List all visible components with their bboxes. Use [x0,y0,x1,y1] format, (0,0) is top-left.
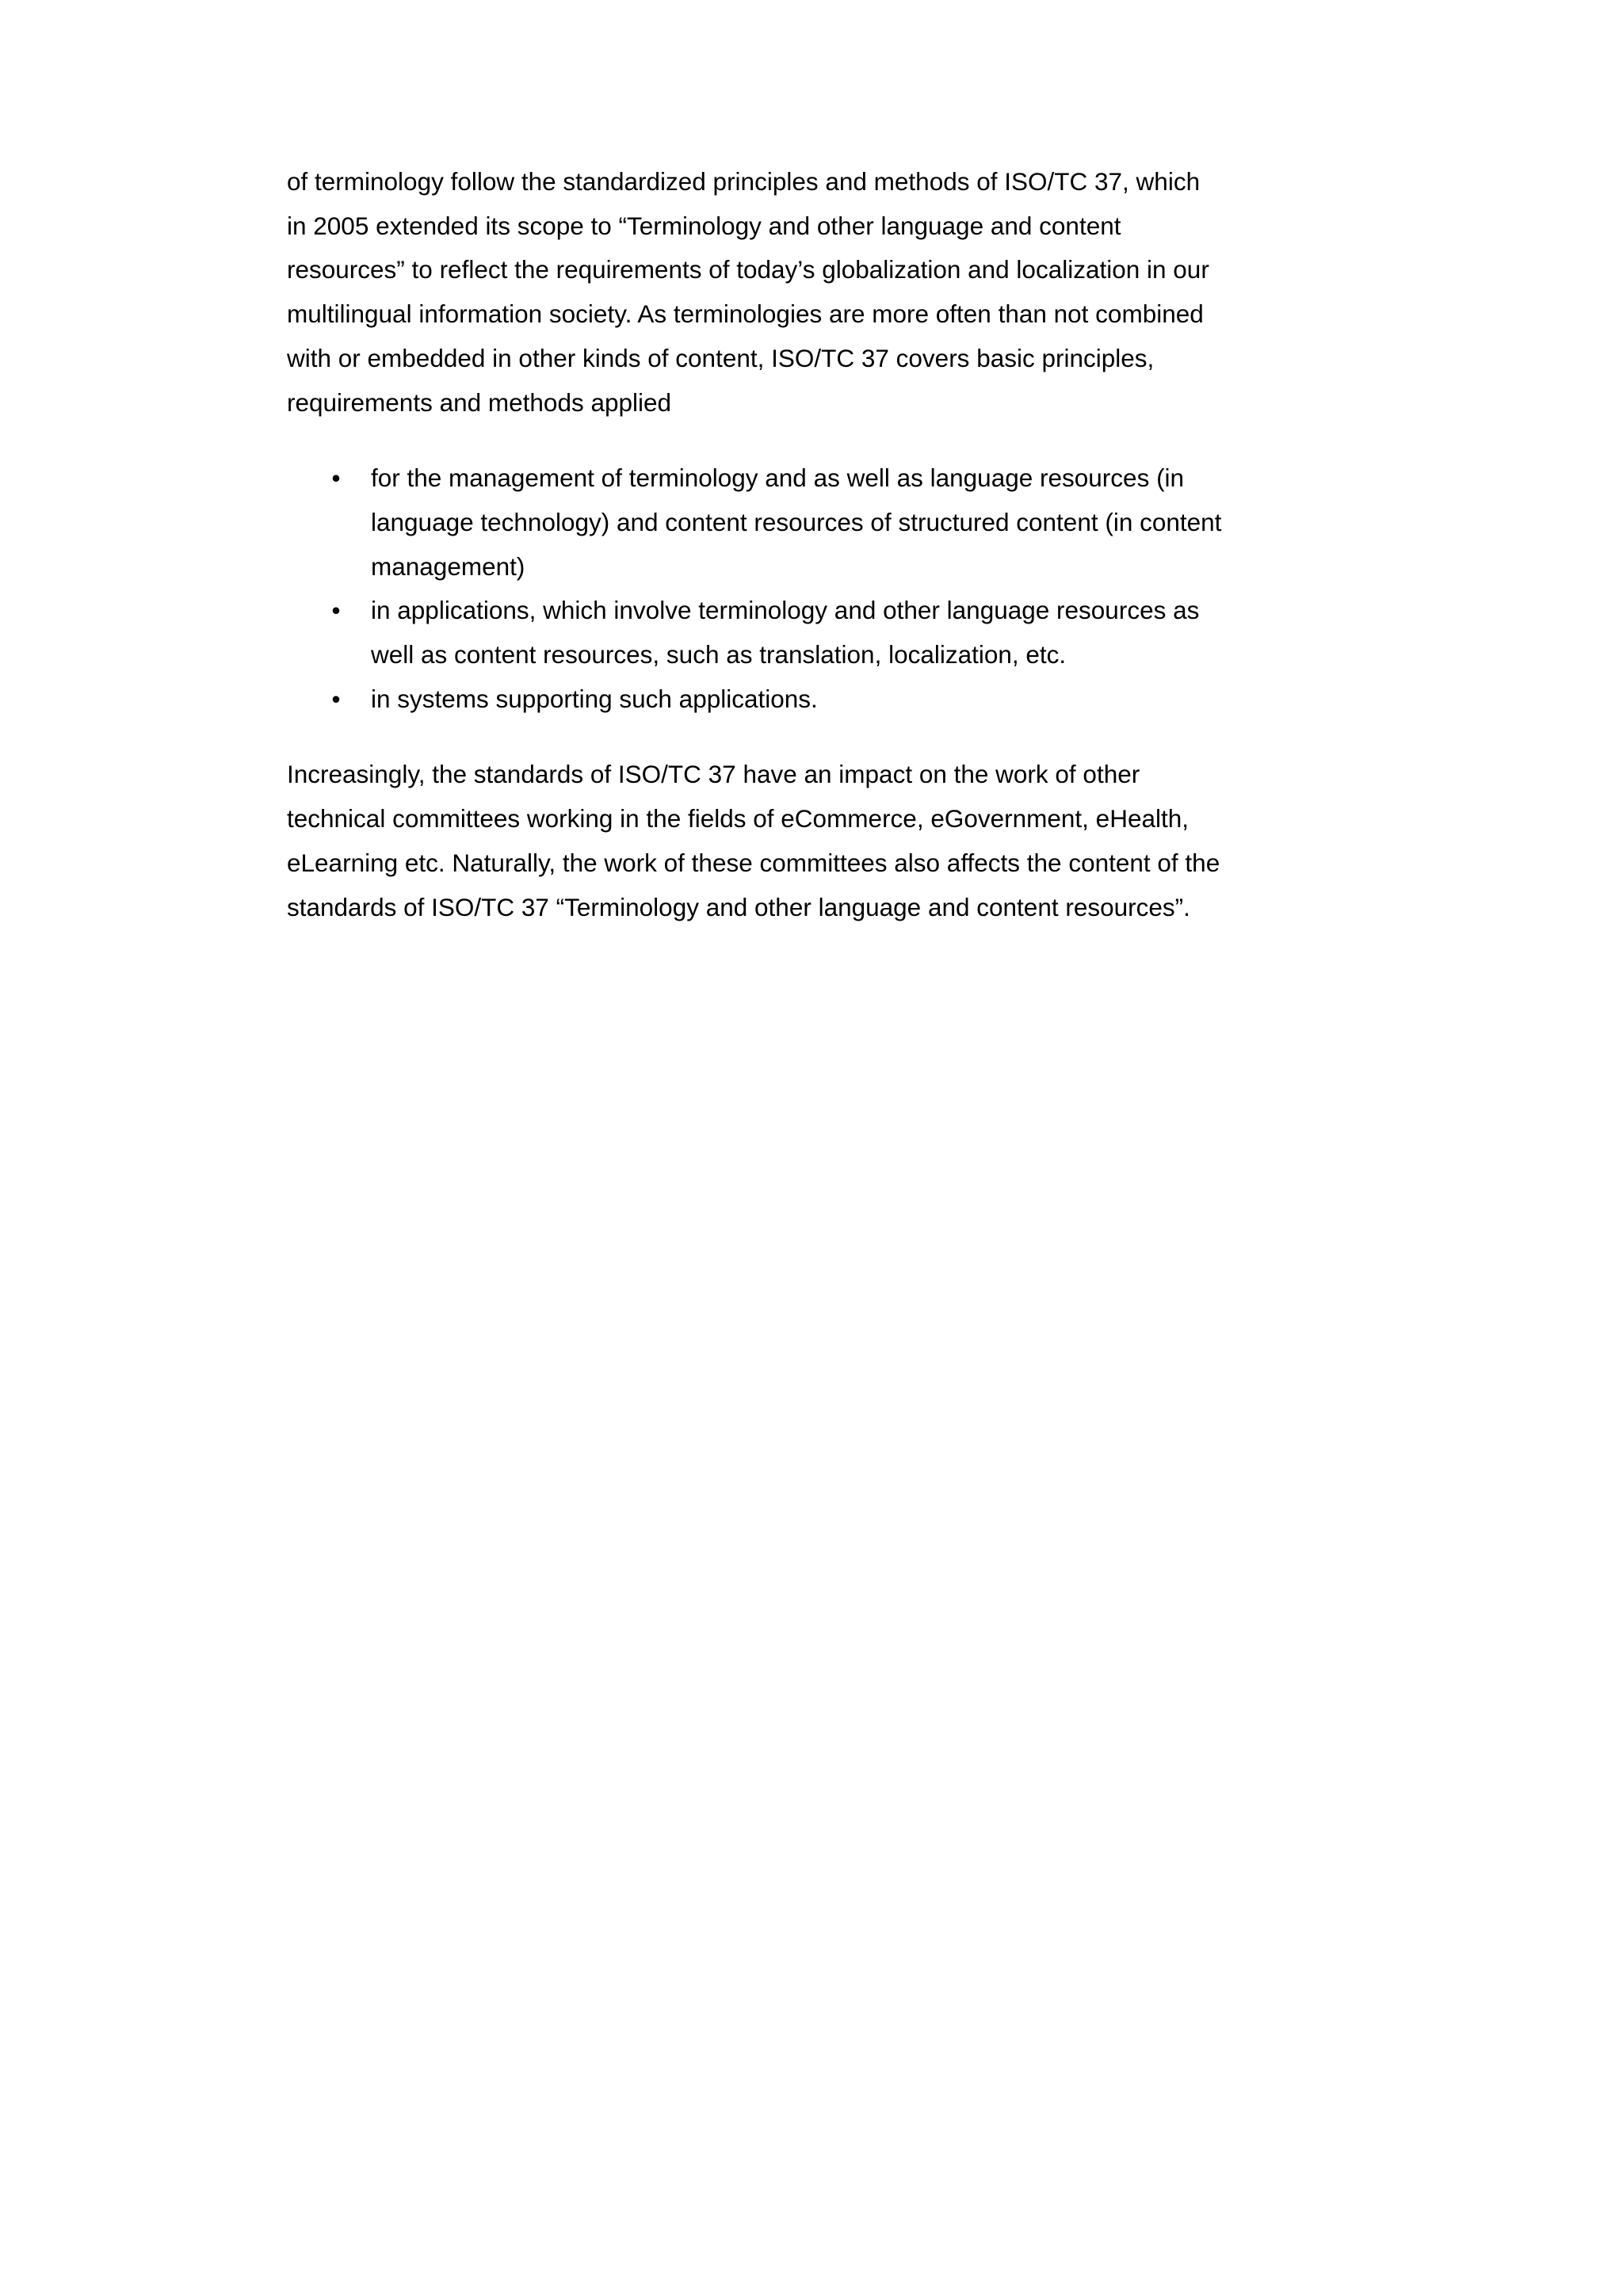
list-item-text: for the management of terminology and as well as language resources (in language technology) and content resources of structured content (in content management) [371,463,1222,581]
list-item [287,589,1222,677]
list-item-text: in applications, which involve terminology and other language resources as well as content resources, such as translation, localization, etc. [371,596,1200,669]
document-body [287,160,1222,929]
bullet-icon: • [331,596,341,625]
bullet-icon: • [331,463,341,493]
bullet-icon: • [331,684,341,713]
paragraph-conclusion: Increasingly, the standards of ISO/TC 37 have an impact on the work of other technical committees working in the fields of eCommerce, eGovernment, eHealth, eLearning etc. Naturally, the work of these committees also affects the content of the standards of ISO/TC 37 “Terminology and other language and content resources”. [287,760,1220,921]
list-item [287,456,1222,589]
paragraph-intro: of terminology follow the standardized principles and methods of ISO/TC 37, which in 2005 extended its scope to “Terminology and other language and content resources” to reflect the requirements of today’s globalization and localization in our multilingual information society. As terminologies are more often than not combined with or embedded in other kinds of content, ISO/TC 37 covers basic principles, requirements and methods applied [287,167,1209,417]
list-item [287,677,1222,722]
list-item-text: in systems supporting such applications. [371,684,818,713]
bullet-list [287,456,1222,721]
